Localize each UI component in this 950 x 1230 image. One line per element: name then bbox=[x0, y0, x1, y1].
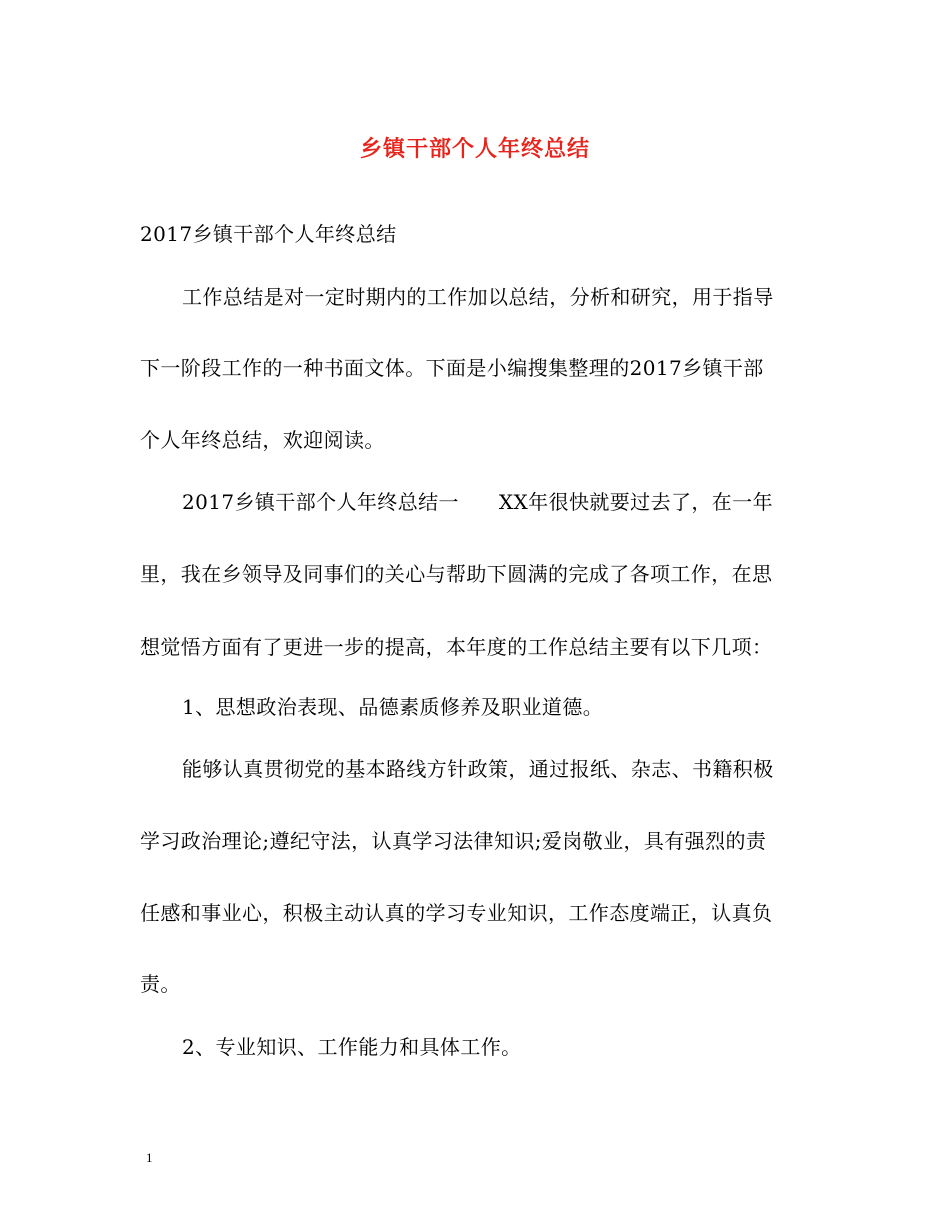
document-title: 乡镇干部个人年终总结 bbox=[359, 137, 590, 162]
paragraph-text: XX年很快就要过去了，在一年 bbox=[498, 490, 773, 514]
paragraph-line bbox=[182, 488, 862, 516]
paragraph-line: 想觉悟方面有了更进一步的提高，本年度的工作总结主要有以下几项： bbox=[140, 635, 773, 659]
list-item-heading: 2、专业知识、工作能力和具体工作。 bbox=[182, 1035, 522, 1059]
paragraph-line: 学习政治理论;遵纪守法，认真学习法律知识;爱岗敬业，具有强烈的责 bbox=[140, 829, 767, 853]
paragraph-line: 里，我在乡领导及同事们的关心与帮助下圆满的完成了各项工作，在思 bbox=[140, 562, 773, 586]
section-heading: 2017乡镇干部个人年终总结一 bbox=[182, 490, 459, 514]
subtitle-line: 2017乡镇干部个人年终总结 bbox=[140, 222, 397, 246]
paragraph-line: 能够认真贯彻党的基本路线方针政策，通过报纸、杂志、书籍积极 bbox=[182, 757, 774, 781]
paragraph-line: 工作总结是对一定时期内的工作加以总结，分析和研究，用于指导 bbox=[182, 285, 774, 309]
paragraph-line: 任感和事业心，积极主动认真的学习专业知识，工作态度端正，认真负 bbox=[140, 901, 773, 925]
paragraph-line: 下一阶段工作的一种书面文体。下面是小编搜集整理的2017乡镇干部 bbox=[140, 356, 764, 380]
list-item-heading: 1、思想政治表现、品德素质修养及职业道德。 bbox=[182, 695, 604, 719]
paragraph-line: 个人年终总结，欢迎阅读。 bbox=[140, 428, 385, 452]
page-number: 1 bbox=[146, 1150, 153, 1165]
paragraph-line: 责。 bbox=[140, 972, 181, 996]
